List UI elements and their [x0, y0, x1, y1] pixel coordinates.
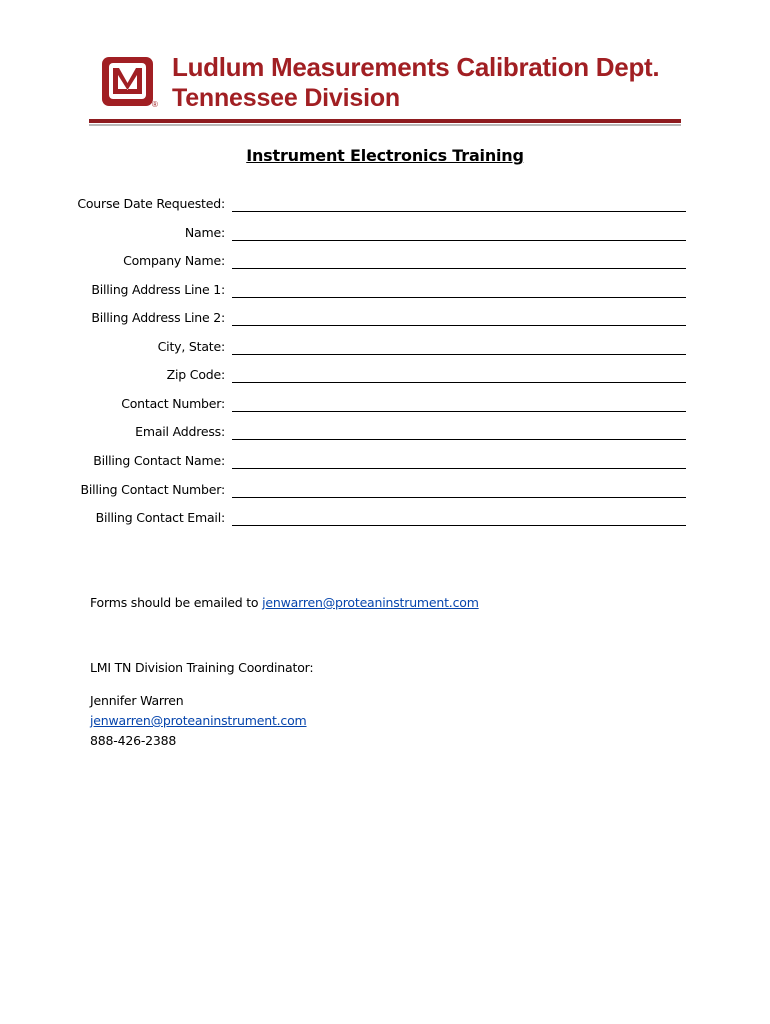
course-date-row — [0, 196, 770, 216]
header-rule-shadow — [89, 124, 681, 126]
form-title: Instrument Electronics Training — [246, 146, 524, 165]
instructions-text: Forms should be emailed to — [90, 595, 263, 610]
company-name-row — [0, 253, 770, 273]
submission-instructions — [90, 595, 479, 610]
billing-address-1-field[interactable] — [232, 297, 686, 298]
zip-code-row — [0, 367, 770, 387]
contact-number-label: Contact Number: — [121, 396, 225, 411]
city-state-field[interactable] — [232, 354, 686, 355]
contact-number-field[interactable] — [232, 411, 686, 412]
city-state-row — [0, 339, 770, 359]
billing-address-2-field[interactable] — [232, 325, 686, 326]
billing-contact-number-row — [0, 482, 770, 502]
name-field[interactable] — [232, 240, 686, 241]
billing-contact-name-field[interactable] — [232, 468, 686, 469]
company-logo — [101, 56, 159, 108]
coordinator-phone: 888-426-2388 — [90, 733, 177, 748]
billing-address-1-row — [0, 282, 770, 302]
contact-number-row — [0, 396, 770, 416]
name-label: Name: — [184, 225, 225, 240]
zip-code-label: Zip Code: — [166, 367, 225, 382]
division-name: Tennessee Division — [172, 84, 400, 112]
zip-code-field[interactable] — [232, 382, 686, 383]
billing-contact-number-field[interactable] — [232, 497, 686, 498]
header-rule — [89, 119, 681, 123]
billing-address-2-label: Billing Address Line 2: — [91, 310, 225, 325]
billing-contact-email-label: Billing Contact Email: — [95, 510, 225, 525]
coordinator-heading: LMI TN Division Training Coordinator: — [90, 660, 314, 675]
billing-contact-number-label: Billing Contact Number: — [80, 482, 225, 497]
email-address-label: Email Address: — [135, 424, 225, 439]
billing-address-1-label: Billing Address Line 1: — [91, 282, 225, 297]
company-name-label: Company Name: — [123, 253, 225, 268]
coordinator-email-link[interactable]: jenwarren@proteaninstrument.com — [90, 713, 307, 728]
billing-contact-name-row — [0, 453, 770, 473]
city-state-label: City, State: — [157, 339, 225, 354]
coordinator-name: Jennifer Warren — [90, 693, 184, 708]
instructions-email-link[interactable]: jenwarren@proteaninstrument.com — [262, 595, 479, 610]
company-name: Ludlum Measurements Calibration Dept. — [172, 52, 660, 82]
course-date-field[interactable] — [232, 211, 686, 212]
billing-contact-email-row — [0, 510, 770, 530]
course-date-label: Course Date Requested: — [77, 196, 225, 211]
billing-contact-email-field[interactable] — [232, 525, 686, 526]
company-name-field[interactable] — [232, 268, 686, 269]
billing-contact-name-label: Billing Contact Name: — [93, 453, 225, 468]
billing-address-2-row — [0, 310, 770, 330]
logo-registered-mark: ® — [152, 100, 158, 108]
email-address-field[interactable] — [232, 439, 686, 440]
email-address-row — [0, 424, 770, 444]
name-row — [0, 225, 770, 245]
